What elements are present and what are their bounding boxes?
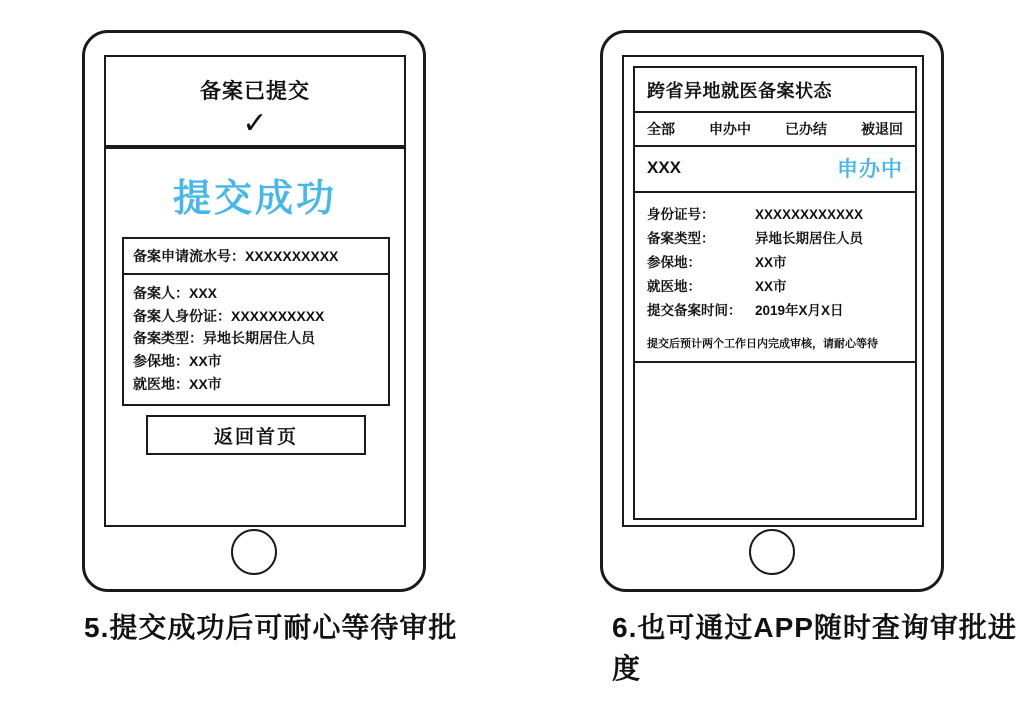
success-message: 提交成功: [172, 178, 337, 220]
field-value: XXX: [189, 285, 218, 301]
step-caption-6: 6.也可通过APP随时查询审批进度: [612, 612, 1017, 684]
list-item: [647, 251, 915, 275]
list-item: [647, 299, 915, 323]
field-label: 就医地：: [647, 279, 701, 295]
tab-in-progress[interactable]: 申办中: [709, 121, 751, 137]
processing-note: 提交后预计两个工作日内完成审核，请耐心等待: [635, 329, 915, 363]
record-field-list: [635, 193, 915, 329]
submission-header: [106, 57, 404, 149]
field-value: XX市: [755, 255, 787, 271]
field-label: 参保地：: [647, 255, 701, 271]
summary-field-list: [124, 275, 388, 404]
field-value: XX市: [189, 375, 222, 392]
return-home-button[interactable]: 返回首页: [146, 415, 366, 455]
field-label: 身份证号：: [647, 207, 715, 222]
list-item: [133, 350, 379, 373]
list-item: [647, 203, 915, 227]
field-value: XXXXXXXXXXXX: [755, 207, 864, 222]
tab-returned[interactable]: 被退回: [861, 121, 903, 137]
field-value: XX市: [189, 353, 222, 370]
field-label: 备案类型：: [647, 231, 715, 247]
field-value: XXXXXXXXXX: [231, 307, 325, 324]
phone-screen-left: [104, 55, 406, 527]
list-item: [647, 275, 915, 299]
list-item: [133, 327, 379, 350]
phone-screen-right: [622, 55, 924, 527]
home-button-icon[interactable]: [231, 529, 277, 575]
status-panel: [633, 66, 917, 520]
home-button-icon[interactable]: [749, 529, 795, 575]
serial-number-label: 备案申请流水号：: [133, 248, 245, 264]
tab-completed[interactable]: 已办结: [785, 121, 827, 137]
field-label: 备案人：: [133, 285, 189, 301]
serial-number-row: [124, 239, 388, 275]
field-label: 备案人身份证：: [133, 307, 231, 324]
applicant-name: XXX: [647, 158, 682, 177]
status-badge: 申办中: [837, 158, 903, 181]
list-item: [647, 227, 915, 251]
list-item: [133, 282, 379, 305]
phone-mockup-left: [82, 30, 426, 592]
tab-all[interactable]: 全部: [647, 121, 675, 137]
field-label: 参保地：: [133, 353, 189, 370]
record-header[interactable]: [635, 147, 915, 193]
step-caption-5: 5.提交成功后可耐心等待审批: [84, 612, 458, 643]
field-value: 异地长期居住人员: [203, 330, 315, 347]
field-label: 提交备案时间：: [647, 303, 742, 319]
serial-number-value: XXXXXXXXXX: [245, 248, 339, 264]
checkmark-icon: ✓: [242, 106, 268, 141]
field-label: 就医地：: [133, 375, 189, 392]
submission-summary-card: [122, 237, 390, 406]
page-title: 备案已提交: [200, 80, 310, 103]
field-value: XX市: [755, 279, 787, 295]
field-value: 2019年X月X日: [755, 303, 844, 319]
field-value: 异地长期居住人员: [755, 231, 863, 247]
list-item: [133, 373, 379, 396]
phone-mockup-right: [600, 30, 944, 592]
status-tabs: [635, 113, 915, 147]
list-item: [133, 305, 379, 328]
field-label: 备案类型：: [133, 330, 203, 347]
page-title: 跨省异地就医备案状态: [635, 68, 915, 113]
